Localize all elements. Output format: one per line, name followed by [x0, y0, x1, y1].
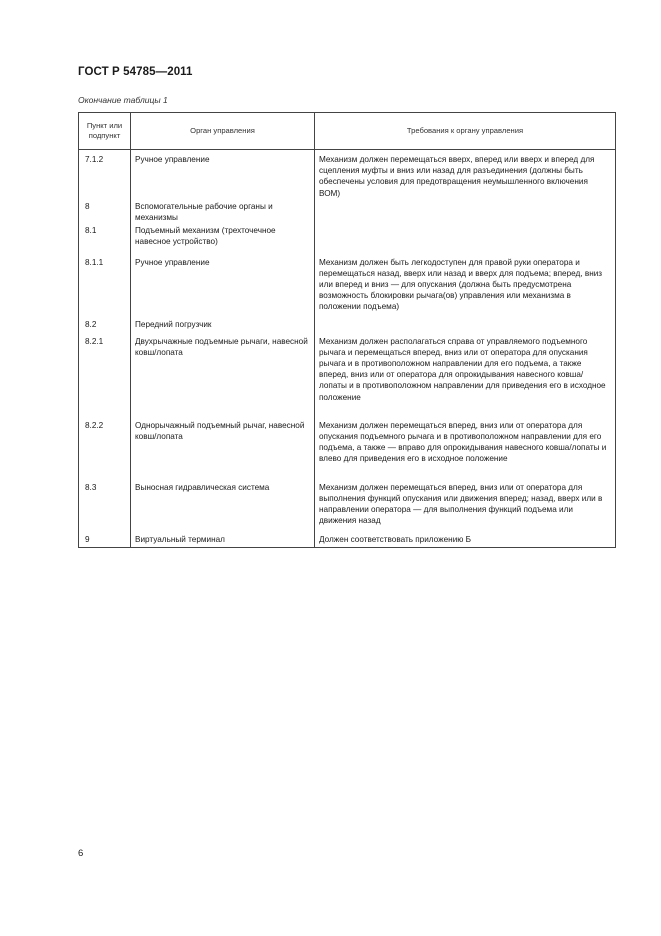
column-header-item: Пункт или подпункт	[79, 113, 131, 150]
control-name: Ручное управление	[131, 257, 315, 319]
table-row	[79, 150, 616, 201]
table-header-row	[79, 113, 616, 150]
requirement-text	[315, 225, 616, 257]
table-row	[79, 420, 616, 482]
table-row	[79, 482, 616, 534]
requirement-text: Механизм должен быть легкодоступен для правой руки оператора и перемещаться назад, вверх или назад и вверх для подъема; вперед, вниз или вперед и вниз — для опускания (должна быть предусмотрена возможность блокировки рычага(ов) управления или механизма в положении подъема)	[315, 257, 616, 319]
item-number: 8.3	[79, 482, 131, 534]
control-name: Однорычажный подъемный рычаг, навесной ковш/лопата	[131, 420, 315, 482]
item-number: 8.2.1	[79, 336, 131, 420]
control-name: Ручное управление	[131, 150, 315, 201]
item-number: 9	[79, 534, 131, 548]
requirement-text	[315, 201, 616, 225]
control-name: Подъемный механизм (трехточечное навесное устройство)	[131, 225, 315, 257]
table-row	[79, 225, 616, 257]
control-name: Виртуальный терминал	[131, 534, 315, 548]
control-name: Передний погрузчик	[131, 319, 315, 336]
requirement-text: Механизм должен перемещаться вперед, вниз или от оператора для выполнения функций опускания или движения вперед; назад, вверх или в направлении оператора — для выполнения функций подъема или движения назад	[315, 482, 616, 534]
table-row	[79, 201, 616, 225]
table-row	[79, 534, 616, 548]
table-row	[79, 319, 616, 336]
table-caption: Окончание таблицы 1	[78, 95, 168, 105]
requirement-text: Должен соответствовать приложению Б	[315, 534, 616, 548]
item-number: 8.1.1	[79, 257, 131, 319]
table-row	[79, 336, 616, 420]
column-header-requirements: Требования к органу управления	[315, 113, 616, 150]
item-number: 8	[79, 201, 131, 225]
control-name: Выносная гидравлическая система	[131, 482, 315, 534]
requirement-text: Механизм должен располагаться справа от управляемого подъемного рычага и перемещаться вперед, вниз или от оператора для опускания рычага и в противоположном направлении для его подъема, а также вперед, вниз или от оператора для опрокидывания навесного ковша/лопаты и в противоположном направлении для приведения его в исходное положение	[315, 336, 616, 420]
item-number: 8.2.2	[79, 420, 131, 482]
page-number: 6	[78, 848, 84, 859]
requirement-text: Механизм должен перемещаться вверх, вперед или вверх и вперед для сцепления муфты и вниз или назад для разъединения (должны быть обеспечены условия для предотвращения неумышленного включения ВОМ)	[315, 150, 616, 201]
requirement-text: Механизм должен перемещаться вперед, вниз или от оператора для опускания подъемного рычага и в противоположном направлении для его подъема, а также — вправо для опрокидывания навесного ковша/лопаты и влево для приведения его в исходное положение	[315, 420, 616, 482]
table-row	[79, 257, 616, 319]
control-name: Вспомогательные рабочие органы и механизмы	[131, 201, 315, 225]
item-number: 8.1	[79, 225, 131, 257]
requirement-text	[315, 319, 616, 336]
column-header-control: Орган управления	[131, 113, 315, 150]
item-number: 7.1.2	[79, 150, 131, 201]
control-name: Двухрычажные подъемные рычаги, навесной ковш/лопата	[131, 336, 315, 420]
item-number: 8.2	[79, 319, 131, 336]
requirements-table	[78, 112, 616, 548]
document-title: ГОСТ Р 54785—2011	[78, 66, 193, 78]
